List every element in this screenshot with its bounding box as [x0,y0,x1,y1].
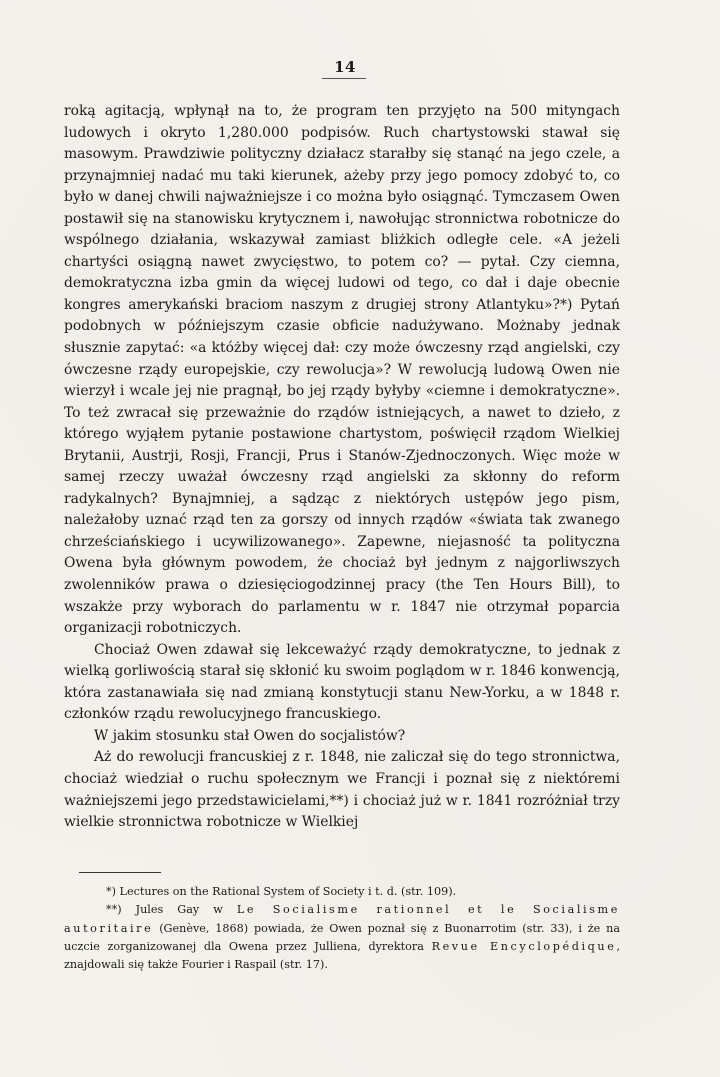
footnote-2-journal-title: Revue Encyclopédique [431,939,617,953]
page-number: 14 [334,58,356,76]
footnote-separator [79,872,161,873]
footnote-1: *) Lectures on the Rational System of Society i t. d. (str. 109). [106,885,457,898]
footnote-2-text-a: **) Jules Gay w [106,903,237,917]
footnote-2-text-c: , znajdowali się także Fourier i Raspail (str. 17). [64,939,620,972]
paragraph-4: Aż do rewolucji francuskiej z r. 1848, nie zaliczał się do tego stronnictwa, chociaż wiedział o ruchu społecznym we Francji i poznał się z niektóremi ważniejszemi jego przedstawicielami,**) i chociaż już w r. 1841 rozróżniał trzy wielkie stronnictwa robotnicze w Wielkiej [64,749,620,831]
footnote-2-book-title: Le Socialisme rationnel et le Socialisme autoritaire [64,903,620,935]
main-text [64,101,620,834]
paragraph-3: W jakim stosunku stał Owen do socjalistów? [94,727,406,744]
paragraph-1: roką agitacją, wpłynął na to, że program ten przyjęto na 500 mityngach ludowych i okryto 1,280.000 podpisów. Ruch chartystowski stawał się masowym. Prawdziwie polityczny działacz starałby się stanąć na jego czele, a przynajmniej nadać mu taki kierunek, ażeby przy jego pomocy zdobyć to, co było w danej chwili najważniejsze i co można było osiągnąć. Tymczasem Owen postawił się na stanowisku krytycznem i, nawołując stronnictwa robotnicze do wspólnego działania, wskazywał zamiast bliżkich odległe cele. «A jeżeli chartyści osiągną nawet zwycięstwo, to potem co? — pytał. Czy ciemna, demokratyczna izba gmin da więcej ludowi od tego, co dał i daje obecnie kongres amerykański braciom naszym z drugiej strony Atlantyku»?*) Pytań podobnych w późniejszym czasie obficie nadużywano. Możnaby jednak słusznie zapytać: «a któżby więcej dał: czy może ówczesny rząd angielski, czy ówczesne rządy europejskie, czy rewolucja»? W rewolucją ludową Owen nie wierzył i wcale jej nie pragnął, bo jej rządy byłyby «ciemne i demokratyczne». To też zwracał się przeważnie do rządów istniejących, a nawet to dzieło, z którego wyjąłem pytanie postawione chartystom, poświęcił rządom Wielkiej Brytanii, Austrji, Rosji, Francji, Prus i Stanów-Zjednoczonych. Więc może w samej rzeczy uważał ówczesny rząd angielski za skłonny do reform radykalnych? Bynajmniej, a sądząc z niektórych ustępów jego pism, należałoby uznać rząd ten za gorszy od innych rządów «świata tak zwanego chrześciańskiego i ucywilizowanego». Zapewne, niejasność ta polityczna Owena była głównym powodem, że chociaż był jednym z najgorliwszych zwolenników prawa o dziesięciogodzinnej pracy (the Ten Hours Bill), to wszakże przy wyborach do parlamentu w r. 1847 nie otrzymał poparcia organizacji robotniczych. [64,103,620,637]
footnotes [64,883,620,974]
paragraph-2: Chociaż Owen zdawał się lekceważyć rządy demokratyczne, to jednak z wielką gorliwością starał się skłonić ku swoim poglądom w r. 1846 konwencją, która zastanawiała się nad zmianą konstytucji stanu New-Yorku, a w 1848 r. członków rządu rewolucyjnego francuskiego. [64,641,620,723]
footnote-2 [64,901,620,974]
page-number-rule [322,78,366,79]
footnote-2-text-b: (Genève, 1868) powiada, że Owen poznał się z Buonarrotim (str. 33), i że na uczcie zorganizowanej dla Owena przez Julliena, dyrektora [64,921,620,953]
